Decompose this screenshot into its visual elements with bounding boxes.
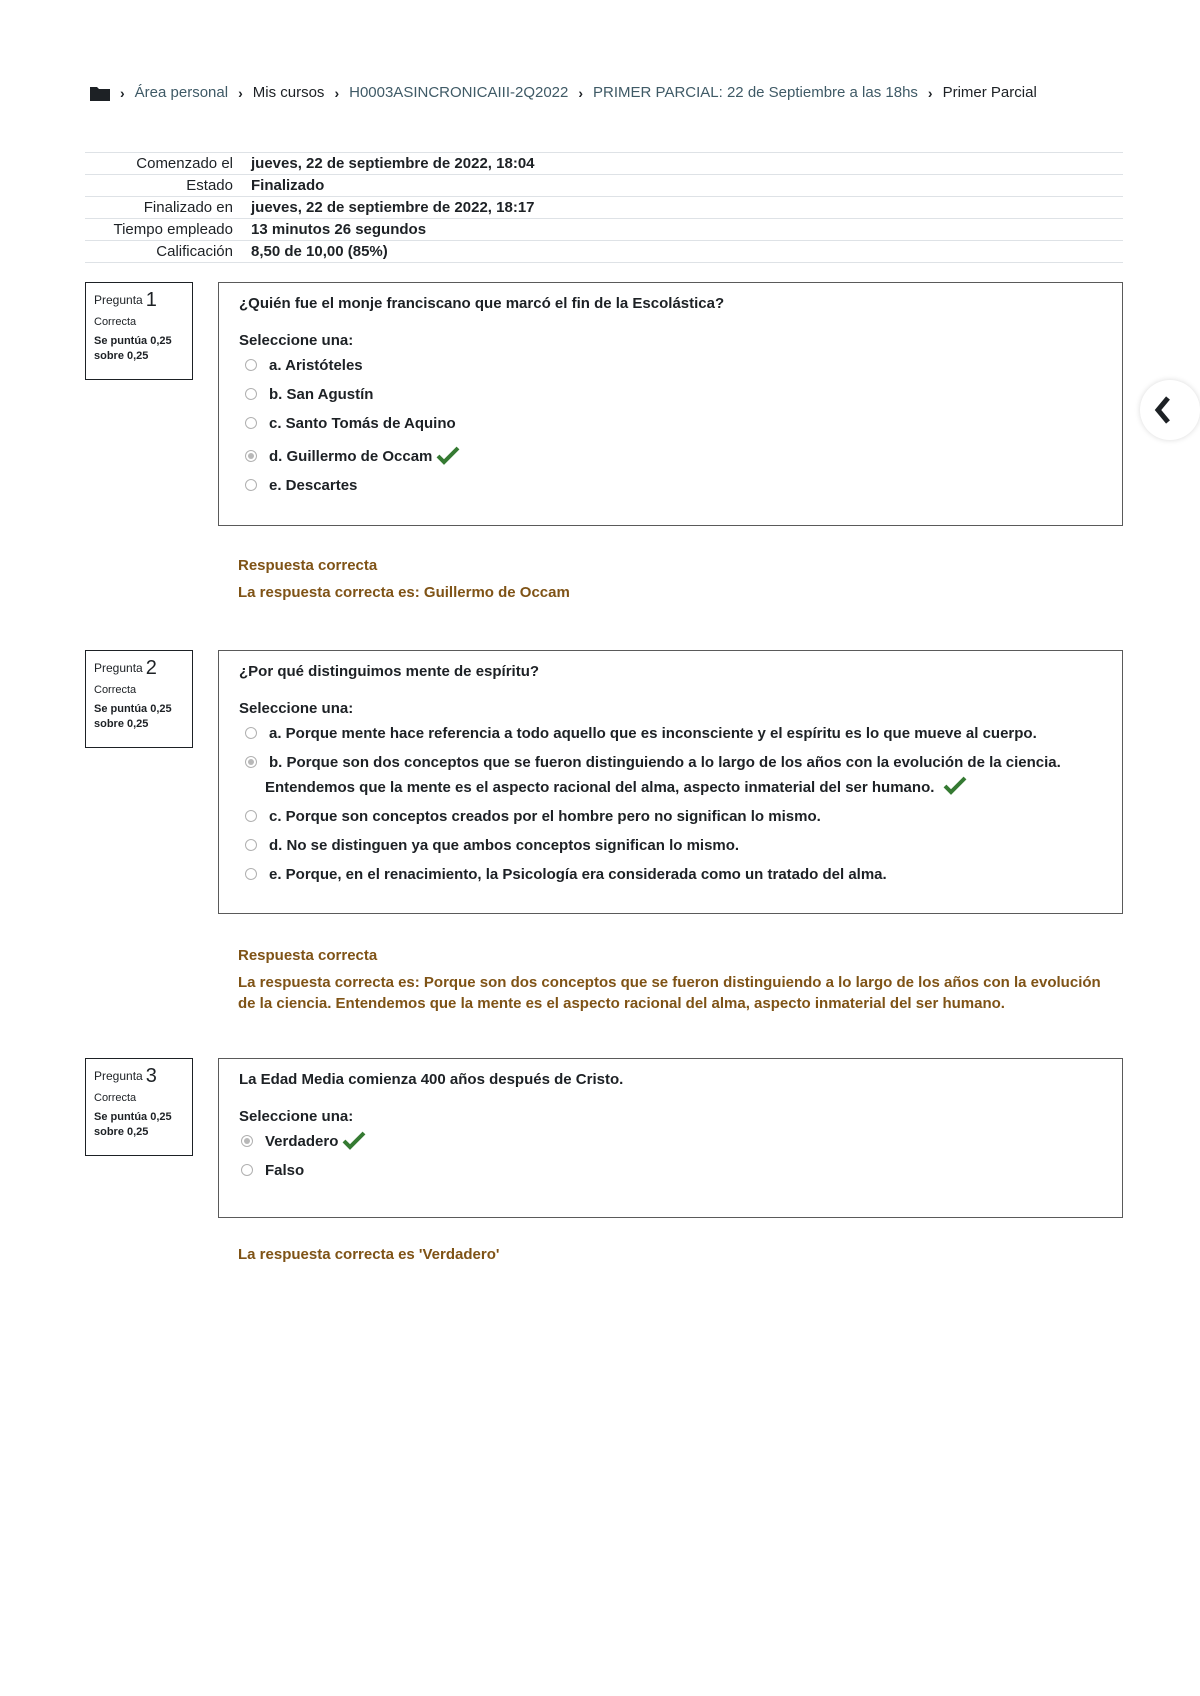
breadcrumb-mis-cursos[interactable]: Mis cursos (252, 84, 325, 101)
summary-label: Estado (186, 177, 233, 194)
question-state: Correcta (94, 1092, 137, 1104)
answer-option[interactable] (245, 445, 1102, 469)
question-number: Pregunta 2 (94, 657, 157, 679)
answer-option[interactable] (245, 805, 1102, 829)
answer-label: c. Porque son conceptos creados por el hombre pero no significan lo mismo. (269, 808, 821, 825)
breadcrumb-separator: › (120, 84, 125, 101)
question-feedback-3 (238, 1244, 1118, 1265)
answer-label: c. Santo Tomás de Aquino (269, 415, 456, 432)
summary-value: jueves, 22 de septiembre de 2022, 18:17 (251, 199, 535, 216)
radio-button[interactable] (245, 359, 257, 371)
breadcrumb-area-personal[interactable]: Área personal (134, 84, 229, 101)
summary-label: Comenzado el (136, 155, 233, 172)
question-number: Pregunta 3 (94, 1065, 157, 1087)
question-number: Pregunta 1 (94, 289, 157, 311)
radio-button[interactable] (245, 839, 257, 851)
feedback-answer: La respuesta correcta es: Guillermo de Occam (238, 584, 570, 601)
feedback-title: Respuesta correcta (238, 947, 378, 964)
answer-option[interactable] (241, 1159, 1102, 1183)
question-grade: Se puntúa 0,25 sobre 0,25 (94, 703, 172, 730)
breadcrumb-current: Primer Parcial (942, 84, 1037, 101)
radio-button-selected[interactable] (245, 756, 257, 768)
answer-option[interactable] (245, 474, 1102, 498)
question-prompt: Seleccione una: (239, 332, 354, 349)
question-text: ¿Quién fue el monje franciscano que marcó el fin de la Escolástica? (239, 295, 725, 312)
breadcrumb-separator: › (578, 84, 584, 101)
question-prompt: Seleccione una: (239, 1108, 354, 1125)
summary-label: Calificación (156, 243, 233, 260)
breadcrumb-separator: › (238, 84, 243, 101)
feedback-answer: La respuesta correcta es 'Verdadero' (238, 1246, 500, 1263)
chevron-left-icon (1152, 392, 1176, 433)
question-text: ¿Por qué distinguimos mente de espíritu? (239, 663, 540, 680)
question-state: Correcta (94, 684, 137, 696)
question-feedback-1 (238, 555, 1118, 603)
breadcrumb-course[interactable]: H0003ASINCRONICAIII-2Q2022 (349, 84, 569, 101)
answer-option[interactable] (245, 751, 1102, 800)
folder-icon[interactable] (90, 85, 110, 101)
answer-label: d. No se distinguen ya que ambos conceptos significan lo mismo. (269, 837, 740, 854)
summary-row (85, 197, 1123, 219)
question-info-1 (85, 282, 193, 380)
radio-button[interactable] (245, 417, 257, 429)
radio-button[interactable] (241, 1164, 253, 1176)
summary-value: Finalizado (251, 177, 325, 194)
feedback-title: Respuesta correcta (238, 557, 378, 574)
answer-option[interactable] (245, 354, 1102, 378)
summary-row (85, 175, 1123, 197)
answer-label: b. San Agustín (269, 386, 374, 403)
answer-label: b. Porque son dos conceptos que se fueron distinguiendo a lo largo de los años con la evolución de la ciencia. Entendemos que la mente es el aspecto racional del alma, aspecto inmaterial del ser humano. (265, 754, 1061, 796)
summary-row (85, 241, 1123, 263)
answer-option[interactable] (245, 412, 1102, 436)
question-content-2 (218, 650, 1123, 914)
question-info-3 (85, 1058, 193, 1156)
question-content-3 (218, 1058, 1123, 1218)
check-icon (943, 775, 967, 795)
summary-value: 13 minutos 26 segundos (251, 221, 427, 238)
summary-value: jueves, 22 de septiembre de 2022, 18:04 (251, 155, 535, 172)
answer-label: a. Aristóteles (269, 357, 363, 374)
breadcrumb-separator: › (927, 84, 933, 101)
question-grade: Se puntúa 0,25 sobre 0,25 (94, 1111, 172, 1138)
summary-value: 8,50 de 10,00 (85%) (251, 243, 388, 260)
breadcrumb-section[interactable]: PRIMER PARCIAL: 22 de Septiembre a las 18hs (593, 84, 918, 101)
drawer-toggle-button[interactable] (1140, 380, 1200, 440)
radio-button[interactable] (245, 388, 257, 400)
breadcrumb-separator: › (334, 84, 340, 101)
answer-label: e. Porque, en el renacimiento, la Psicología era considerada como un tratado del alma. (269, 866, 887, 883)
summary-row (85, 219, 1123, 241)
answer-label: d. Guillermo de Occam (269, 448, 433, 465)
question-text: La Edad Media comienza 400 años después de Cristo. (239, 1071, 624, 1088)
question-feedback-2 (238, 945, 1118, 1014)
check-icon (436, 445, 460, 465)
breadcrumb (90, 84, 1037, 101)
summary-label: Tiempo empleado (113, 221, 233, 238)
radio-button[interactable] (245, 479, 257, 491)
answer-option[interactable] (245, 863, 1102, 887)
answer-label: Falso (265, 1162, 305, 1179)
summary-label: Finalizado en (143, 199, 233, 216)
answer-option[interactable] (245, 722, 1102, 746)
radio-button[interactable] (245, 727, 257, 739)
feedback-answer: La respuesta correcta es: Porque son dos conceptos que se fueron distinguiendo a lo largo de los años con la evolución de la ciencia. Entendemos que la mente es el aspecto racional del alma, aspecto inmaterial del ser humano. (238, 974, 1101, 1012)
answer-option[interactable] (241, 1130, 1102, 1154)
answer-label: e. Descartes (269, 477, 358, 494)
summary-row (85, 153, 1123, 175)
question-state: Correcta (94, 316, 137, 328)
question-grade: Se puntúa 0,25 sobre 0,25 (94, 335, 172, 362)
radio-button[interactable] (245, 810, 257, 822)
answer-label: Verdadero (265, 1133, 339, 1150)
answer-option[interactable] (245, 834, 1102, 858)
answer-option[interactable] (245, 383, 1102, 407)
radio-button-selected[interactable] (241, 1135, 253, 1147)
attempt-summary (85, 152, 1123, 263)
radio-button[interactable] (245, 868, 257, 880)
question-info-2 (85, 650, 193, 748)
answer-label: a. Porque mente hace referencia a todo aquello que es inconsciente y el espíritu es lo que mueve al cuerpo. (269, 725, 1037, 742)
question-prompt: Seleccione una: (239, 700, 354, 717)
question-content-1 (218, 282, 1123, 526)
radio-button-selected[interactable] (245, 450, 257, 462)
check-icon (342, 1130, 366, 1150)
